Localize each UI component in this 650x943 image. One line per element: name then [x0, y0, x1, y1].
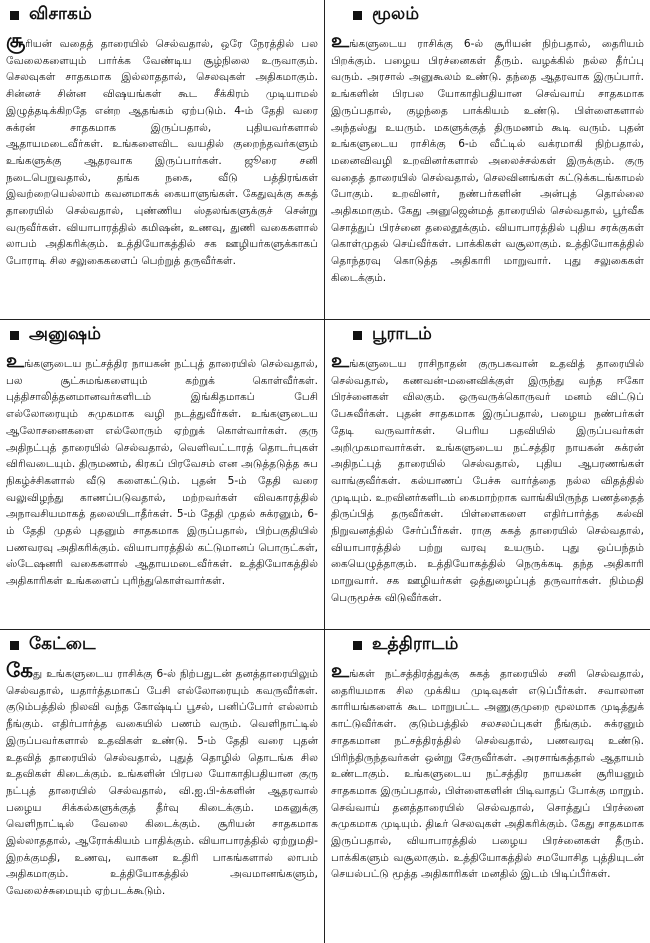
drop-cap: உ — [331, 348, 350, 372]
square-bullet-icon — [353, 641, 362, 650]
section-text: ங்களுடைய நட்சத்திர நாயகன் நட்புத் தாரையில் செல்வதால், பல சூட்சுமங்களையும் கற்றுக் கொள்வீர்கள். புத்திசாலித்தனமானவர்களிடம் இங்கிதமாகப் பேசி எல்லோரையும் சுமுகமாக வழி நடத்துவீர்கள். உங்களுடைய ஆலோசனைகளை எல்லோரும் ஏற்றுக் கொள்வார்கள். குரு அதிநட்புத் தாரையில் செல்வதால், வெளிவட்டாரத் தொடர்புகள் விரிவடையும். திருமணம், கிரகப் பிரவேசம் என அடுத்தடுத்த சுப நிகழ்ச்சிகளால் வீடு களைகட்டும். புதன் 5-ம் தேதி வரை வலுவிழந்து காணப்படுவதால், மற்றவர்கள் விவகாரத்தில் அநாவசியமாகத் தலையிடாதீர்கள். 5-ம் தேதி முதல் சுக்ரனும், 6-ம் தேதி முதல் புதனும் சாதகமாக இருப்பதால், பிற்பகுதியில் பணவரவு அதிகரிக்கும். வியாபாரத்தில் கட்டுமானப் பொருட்கள், ஸ்டேஷனரி வகைகளால் ஆதாயமடைவீர்கள். உத்தியோகத்தில் அதிகாரிகள் உங்களைப் புரிந்துகொள்வார்கள். — [6, 358, 318, 588]
section-text: ங்களுடைய ராசிநாதன் குருபகவான் உதவித் தாரையில் செல்வதால், கணவன்-மனைவிக்குள் இருந்து வந்த ஈகோ பிரச்னைகள் விலகும். ஒருவருக்கொருவர் மனம் விட்டுப் பேசுவீர்கள். புதன் சாதகமாக இருப்பதால், பழைய நண்பர்கள் தேடி வருவார்கள். பெரிய பதவியில் இருப்பவர்கள் அறிமுகமாவார்கள். உங்களுடைய நட்சத்திர நாயகன் சுக்ரன் அதிநட்புத் தாரையில் செல்வதால், புதிய ஆபரணங்கள் வாங்குவீர்கள். கல்யாணப் பேச்சு வார்த்தை நல்ல விதத்தில் முடியும். உறவினர்களிடம் கைமாற்றாக வாங்கியிருந்த பணத்தைத் திருப்பித் தருவீர்கள். பிள்ளைகளை எதிர்பார்த்த கல்வி நிறுவனத்தில் சேர்ப்பீர்கள். ராகு சுகத் தாரையில் செல்வதால், வியாபாரத்தில் பற்று வரவு உயரும். புது ஒப்பந்தம் கையெழுத்தாகும். உத்தியோகத்தில் நெருக்கடி தந்த அதிகாரி மாறுவார். சக ஊழியர்கள் ஒத்துழைப்புத் தருவார்கள். நிம்மதி பெருமூச்சு விடுவீர்கள். — [331, 358, 644, 604]
section-title: மூலம் — [372, 4, 420, 24]
drop-cap: கே — [6, 658, 33, 682]
section-header — [6, 634, 318, 656]
section-body — [6, 658, 318, 900]
section-body — [6, 28, 318, 270]
section-body — [331, 348, 644, 607]
square-bullet-icon — [353, 331, 362, 340]
section-text: து உங்களுடைய ராசிக்கு 6-ல் நிற்பதுடன் தனத்தாரையிலும் செல்வதால், யதார்த்தமாகப் பேசி எல்லோரையும் கவருவீர்கள். குடும்பத்தில் நிலவி வந்த கோஷ்டிப் பூசல், பனிப்போர் எல்லாம் நீங்கும். எதிர்பார்த்த வகையில் பணம் வரும். வெளிநாட்டில் இருப்பவர்களால் உதவிகள் உண்டு. 5-ம் தேதி வரை புதன் உதவித் தாரையில் செல்வதால், புதுத் தொழில் தொடங்க சில உதவிகள் கிடைக்கும். உங்களின் பிரபல யோகாதிபதியான குரு நட்புத் தாரையில் செல்வதால், வி.ஐ.பி-க்களின் ஆதரவால் பழைய சிக்கல்களுக்குத் தீர்வு கிடைக்கும். மகனுக்கு வெளிநாட்டில் வேலை கிடைக்கும். சூரியன் சாதகமாக இல்லாததால், ஆரோக்கியம் பாதிக்கும். வியாபாரத்தில் ஏற்றுமதி-இறக்குமதி, உணவு, வாகன உதிரி பாகங்களால் லாபம் அதிகமாகும். உத்தியோகத்தில் அவமானங்களும், வேலைச்சுமையும் ஏற்படக்கூடும். — [6, 668, 318, 898]
section-body — [331, 28, 644, 287]
square-bullet-icon — [10, 331, 19, 340]
section-header — [331, 634, 644, 656]
section-body — [6, 348, 318, 590]
drop-cap: சூ — [6, 28, 26, 52]
section-title: அனுஷம் — [29, 324, 102, 344]
square-bullet-icon — [353, 11, 362, 20]
square-bullet-icon — [10, 11, 19, 20]
section-anusham — [0, 320, 325, 630]
section-title: கேட்டை — [29, 634, 96, 654]
section-text: ரியன் வதைத் தாரையில் செல்வதால், ஒரே நேரத்தில் பல வேலைகளையும் பார்க்க வேண்டிய சூழ்நிலை உருவாகும். செலவுகள் சாதகமாக இல்லாததால், செலவுகள் அதிகமாகும். சின்னச் சின்ன விஷயங்கள் கூட சீக்கிரம் முடியாமல் இழுத்தடிக்கிறதே என்ற ஆதங்கம் ஏற்படும். 4-ம் தேதி வரை சுக்ரன் சாதகமாக இருப்பதால், புதியவர்களால் ஆதாயமடைவீர்கள். உங்களைவிட வயதில் குறைந்தவர்களும் உங்களுக்கு ஆதரவாக இருப்பார்கள். ஜூரை சனி நடைபெறுவதால், தங்க நகை, வீடு பத்திரங்கள் இவற்றையெல்லாம் கவனமாகக் கையாளுங்கள். கேதுவுக்கு சுகத் தாரையில் செல்வதால், புண்ணிய ஸ்தலங்களுக்குச் சென்று வருவீர்கள். வியாபாரத்தில் கமிஷன், உணவு, துணி வகைகளால் லாபம் அதிகரிக்கும். உத்தியோகத்தில் சக ஊழியர்களுக்காகப் போராடி சில சலுகைகளைப் பெற்றுத் தருவீர்கள். — [6, 38, 318, 268]
section-pooradam — [325, 320, 650, 630]
square-bullet-icon — [10, 641, 19, 650]
section-title: விசாகம் — [29, 4, 92, 24]
drop-cap: உ — [331, 28, 350, 52]
drop-cap: உ — [6, 348, 25, 372]
section-header — [331, 324, 644, 346]
section-visakam — [0, 0, 325, 320]
section-moolam — [325, 0, 650, 320]
section-header — [6, 324, 318, 346]
drop-cap: உ — [331, 658, 350, 682]
section-uthiradam — [325, 630, 650, 943]
section-header — [6, 4, 318, 26]
section-header — [331, 4, 644, 26]
section-text: ங்களுடைய ராசிக்கு 6-ல் சூரியன் நிற்பதால், தைரியம் பிறக்கும். பழைய பிரச்னைகள் தீரும். வழக்கில் நல்ல தீர்ப்பு வரும். அரசால் அனுகூலம் உண்டு. தந்தை ஆதரவாக இருப்பார். உங்களின் பிரபல யோகாதிபதியான செவ்வாய் சாதகமாக இருப்பதால், குழந்தை பாக்கியம் உண்டு. பிள்ளைகளால் அந்தஸ்து உயரும். மகளுக்குத் திருமணம் கூடி வரும். புதன் உங்களுடைய ராசிக்கு 6-ம் வீட்டில் வக்ரமாகி நிற்பதால், மனைவிவழி உறவினர்களால் அலைச்சல்கள் இருக்கும். குரு வதைத் தாரையில் செல்வதால், செலவினங்கள் கட்டுக்கடங்காமல் போகும். உறவினர், நண்பர்களின் அன்புத் தொல்லை அதிகமாகும். கேது அனுஜென்மத் தாரையில் செல்வதால், பூர்வீக சொத்துப் பிரச்னை தலைதூக்கும். வியாபாரத்தில் புதிய சரக்குகள் கொள்முதல் செய்வீர்கள். பாக்கிகள் வசூலாகும். உத்தியோகத்தில் தொந்தரவு கொடுத்த அதிகாரி மாறுவார். புது சலுகைகள் கிடைக்கும். — [331, 38, 644, 284]
section-title: உத்திராடம் — [372, 634, 459, 654]
section-kettai — [0, 630, 325, 943]
section-body — [331, 658, 644, 883]
section-text: ங்கள் நட்சத்திரத்துக்கு சுகத் தாரையில் சனி செல்வதால், தைரியமாக சில முக்கிய முடிவுகள் எடுப்பீர்கள். சவாலான காரியங்களைக் கூட மாறுபட்ட அணுகுமுறை மூலமாக முடித்துக் காட்டுவீர்கள். குடும்பத்தில் சலசலப்புகள் நீங்கும். சுக்ரனும் சாதகமான நட்சத்திரத்தில் செல்வதால், பணவரவு உண்டு. பிரிந்திருந்தவர்கள் ஒன்று சேருவீர்கள். அரசாங்கத்தால் ஆதாயம் உண்டாகும். உங்களுடைய நட்சத்திர நாயகன் சூரியனும் சாதகமாக இருப்பதால், பிள்ளைகளின் பிடிவாதப் போக்கு மாறும். செவ்வாய் தனத்தாரையில் செல்வதால், சொத்துப் பிரச்னை சுமுகமாக முடியும். திடீர் செலவுகள் அதிகரிக்கும். கேது சாதகமாக இருப்பதால், வியாபாரத்தில் பழைய பிரச்னைகள் தீரும். பாக்கிகளும் வசூலாகும். உத்தியோகத்தில் சமயோசித புத்தியுடன் செயல்பட்டு மூத்த அதிகாரிகள் மனதில் இடம் பிடிப்பீர்கள். — [331, 668, 644, 881]
section-title: பூராடம் — [372, 324, 433, 344]
